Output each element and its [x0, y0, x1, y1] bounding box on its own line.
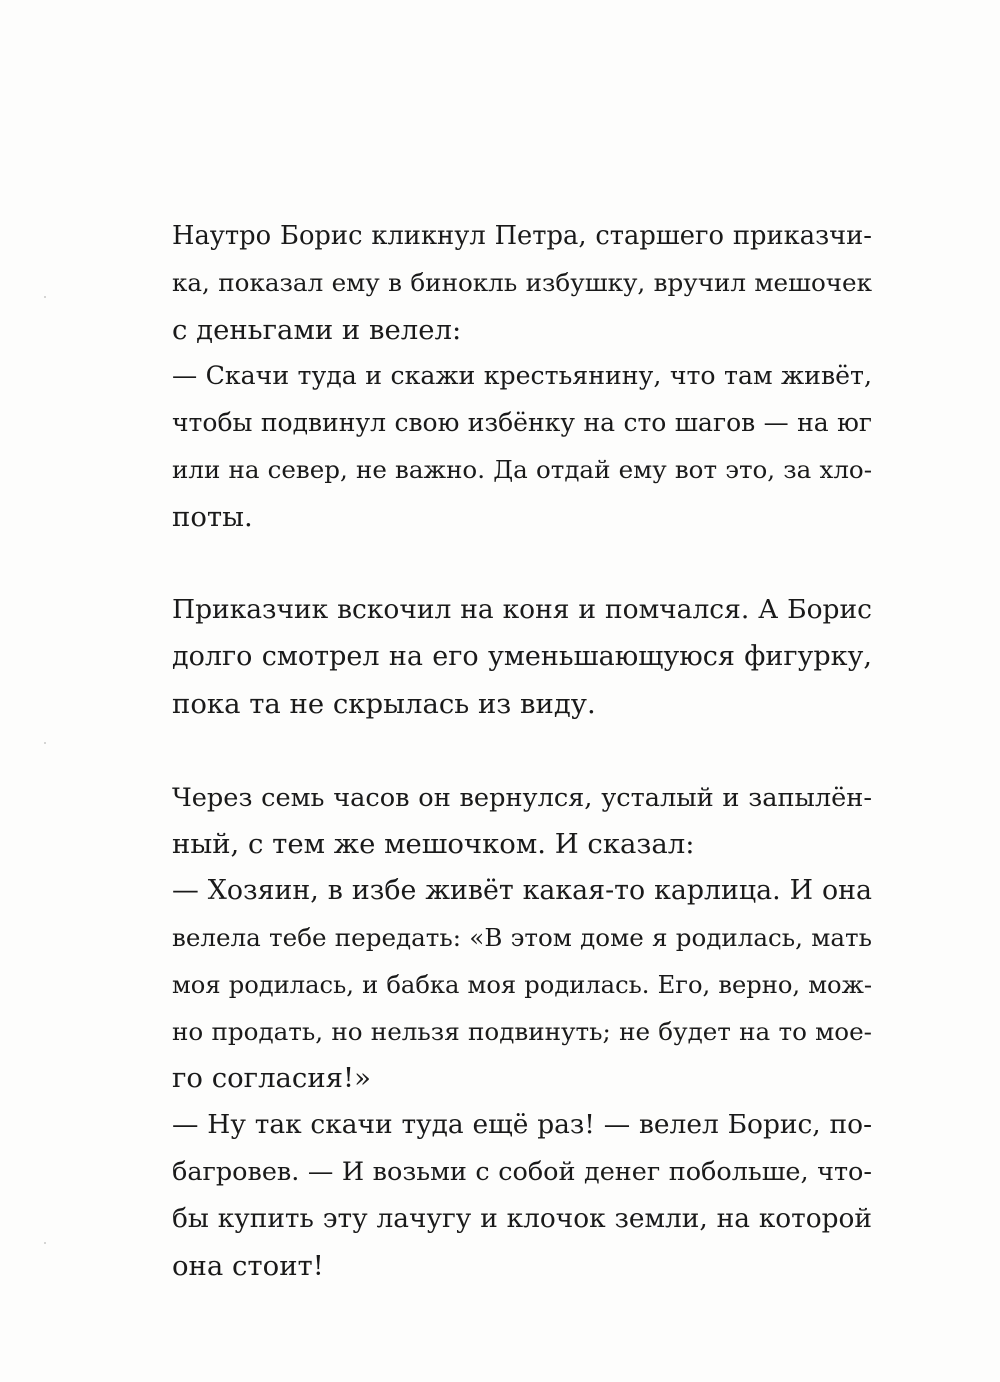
text-line: моя родилась, и бабка моя родилась. Его, верно, мож- [172, 970, 872, 999]
paragraph [172, 213, 872, 541]
paragraph [172, 775, 872, 1290]
text-line: поты. [172, 500, 253, 533]
text-line: — Ну так скачи туда ещё раз! — велел Борис, по- [172, 1109, 872, 1141]
text-line: го согласия!» [172, 1062, 371, 1095]
text-line: багровев. — И возьми с собой денег побольше, что- [172, 1156, 872, 1187]
text-line: бы купить эту лачугу и клочок земли, на которой [172, 1203, 872, 1234]
text-line: с деньгами и велел: [172, 313, 462, 346]
page-speck [44, 1242, 46, 1244]
text-line: пока та не скрылась из виду. [172, 687, 596, 720]
text-line: — Хозяин, в избе живёт какая-то карлица. И она [172, 875, 872, 907]
text-line: но продать, но нельзя подвинуть; не будет на то мое- [172, 1016, 872, 1046]
paragraph-gap [172, 728, 872, 775]
text-line: ный, с тем же мешочком. И сказал: [172, 828, 695, 861]
text-line: — Скачи туда и скажи крестьянину, что там живёт, [172, 361, 872, 391]
page-speck [44, 296, 46, 298]
text-line: ка, показал ему в бинокль избушку, вручил мешочек [172, 267, 872, 297]
page-body-text [172, 213, 872, 1289]
text-line: Через семь часов он вернулся, усталый и запылён- [172, 782, 872, 813]
page-speck [44, 742, 46, 744]
text-line: долго смотрел на его уменьшающуюся фигурку, [172, 641, 872, 673]
paragraph-gap [172, 541, 872, 588]
text-line: чтобы подвинул свою избёнку на сто шагов — на юг [172, 408, 872, 438]
text-line: или на север, не важно. Да отдай ему вот это, за хло- [172, 454, 872, 484]
text-line: Приказчик вскочил на коня и помчался. А Борис [172, 594, 872, 626]
text-line: велела тебе передать: «В этом доме я родилась, мать [172, 922, 872, 952]
text-line: она стоит! [172, 1249, 324, 1282]
paragraph [172, 587, 872, 727]
text-line: Наутро Борис кликнул Петра, старшего приказчи- [172, 221, 872, 251]
